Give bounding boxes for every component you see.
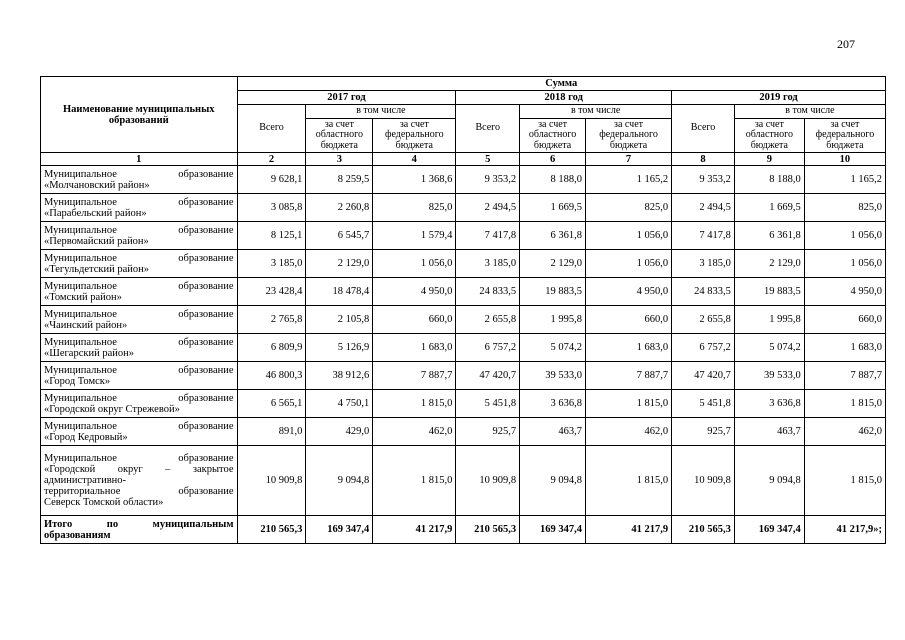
table-row — [41, 446, 886, 516]
amount-cell: 5 126,9 — [306, 334, 373, 362]
name-line: Муниципальное образование — [44, 168, 234, 180]
name-line: Муниципальное образование — [44, 308, 234, 320]
amount-cell: 19 883,5 — [520, 278, 586, 306]
amount-cell: 2 655,8 — [456, 306, 520, 334]
name-line: «Шегарский район» — [44, 347, 134, 359]
table-row — [41, 222, 886, 250]
amount-cell: 169 347,4 — [520, 516, 586, 544]
amount-cell: 10 909,8 — [456, 446, 520, 516]
column-number: 9 — [734, 153, 804, 166]
column-number: 4 — [373, 153, 456, 166]
amount-cell: 41 217,9»; — [804, 516, 885, 544]
name-line: «Парабельский район» — [44, 207, 147, 219]
amount-cell: 7 417,8 — [456, 222, 520, 250]
amount-cell: 1 815,0 — [804, 446, 885, 516]
municipality-name — [41, 390, 238, 418]
municipality-name — [41, 516, 238, 544]
header-total: Всего — [456, 105, 520, 153]
name-line: Итого по муниципальным — [44, 518, 234, 530]
municipality-name — [41, 306, 238, 334]
column-number: 2 — [237, 153, 306, 166]
header-federal-budget: за счет федерального бюджета — [585, 119, 671, 153]
amount-cell: 7 417,8 — [672, 222, 735, 250]
name-line: Муниципальное образование — [44, 420, 234, 432]
municipality-name — [41, 278, 238, 306]
table-row — [41, 306, 886, 334]
column-number: 10 — [804, 153, 885, 166]
amount-cell: 3 185,0 — [237, 250, 306, 278]
amount-cell: 23 428,4 — [237, 278, 306, 306]
amount-cell: 2 105,8 — [306, 306, 373, 334]
amount-cell: 462,0 — [373, 418, 456, 446]
name-line: образованиям — [44, 529, 111, 541]
amount-cell: 8 188,0 — [734, 166, 804, 194]
header-federal-budget: за счет федерального бюджета — [804, 119, 885, 153]
amount-cell: 2 129,0 — [520, 250, 586, 278]
municipality-name — [41, 250, 238, 278]
amount-cell: 3 636,8 — [734, 390, 804, 418]
amount-cell: 6 361,8 — [520, 222, 586, 250]
column-number: 7 — [585, 153, 671, 166]
amount-cell: 210 565,3 — [456, 516, 520, 544]
amount-cell: 9 353,2 — [672, 166, 735, 194]
amount-cell: 3 636,8 — [520, 390, 586, 418]
name-line: «Молчановский район» — [44, 179, 150, 191]
header-sum: Сумма — [237, 77, 885, 91]
budget-table — [40, 76, 886, 544]
amount-cell: 825,0 — [804, 194, 885, 222]
amount-cell: 2 260,8 — [306, 194, 373, 222]
name-line: территориальное образование — [44, 486, 234, 497]
amount-cell: 1 368,6 — [373, 166, 456, 194]
name-line: Муниципальное образование — [44, 252, 234, 264]
name-line: «Город Томск» — [44, 375, 111, 387]
amount-cell: 9 628,1 — [237, 166, 306, 194]
amount-cell: 2 655,8 — [672, 306, 735, 334]
amount-cell: 1 683,0 — [373, 334, 456, 362]
amount-cell: 5 451,8 — [672, 390, 735, 418]
amount-cell: 18 478,4 — [306, 278, 373, 306]
amount-cell: 9 094,8 — [734, 446, 804, 516]
amount-cell: 4 750,1 — [306, 390, 373, 418]
column-number: 5 — [456, 153, 520, 166]
amount-cell: 6 757,2 — [672, 334, 735, 362]
amount-cell: 7 887,7 — [585, 362, 671, 390]
header-regional-budget: за счет областного бюджета — [306, 119, 373, 153]
amount-cell: 1 579,4 — [373, 222, 456, 250]
amount-cell: 1 683,0 — [585, 334, 671, 362]
name-line: «Томский район» — [44, 291, 122, 303]
amount-cell: 3 085,8 — [237, 194, 306, 222]
municipality-name — [41, 334, 238, 362]
amount-cell: 8 259,5 — [306, 166, 373, 194]
amount-cell: 4 950,0 — [585, 278, 671, 306]
amount-cell: 1 669,5 — [520, 194, 586, 222]
amount-cell: 1 815,0 — [585, 446, 671, 516]
amount-cell: 6 545,7 — [306, 222, 373, 250]
amount-cell: 825,0 — [585, 194, 671, 222]
name-line: «Первомайский район» — [44, 235, 149, 247]
amount-cell: 169 347,4 — [306, 516, 373, 544]
name-line: Муниципальное образование — [44, 453, 234, 464]
amount-cell: 1 165,2 — [804, 166, 885, 194]
municipality-name — [41, 194, 238, 222]
municipality-name — [41, 446, 238, 516]
amount-cell: 3 185,0 — [456, 250, 520, 278]
header-name-column: Наименование муниципальных образований — [41, 77, 238, 153]
header-year: 2019 год — [672, 91, 886, 105]
page-number: 207 — [837, 37, 855, 51]
column-number: 8 — [672, 153, 735, 166]
name-line: Муниципальное образование — [44, 224, 234, 236]
table-row — [41, 418, 886, 446]
amount-cell: 24 833,5 — [672, 278, 735, 306]
amount-cell: 2 765,8 — [237, 306, 306, 334]
amount-cell: 1 165,2 — [585, 166, 671, 194]
header-total: Всего — [672, 105, 735, 153]
amount-cell: 1 815,0 — [804, 390, 885, 418]
table-row — [41, 390, 886, 418]
amount-cell: 10 909,8 — [672, 446, 735, 516]
municipality-name — [41, 362, 238, 390]
amount-cell: 1 815,0 — [373, 446, 456, 516]
amount-cell: 7 887,7 — [804, 362, 885, 390]
amount-cell: 1 056,0 — [585, 250, 671, 278]
header-year: 2017 год — [237, 91, 456, 105]
table-row — [41, 362, 886, 390]
name-line: Муниципальное образование — [44, 196, 234, 208]
amount-cell: 1 815,0 — [585, 390, 671, 418]
total-row — [41, 516, 886, 544]
amount-cell: 8 188,0 — [520, 166, 586, 194]
amount-cell: 39 533,0 — [734, 362, 804, 390]
amount-cell: 925,7 — [672, 418, 735, 446]
amount-cell: 9 353,2 — [456, 166, 520, 194]
name-line: «Город Кедровый» — [44, 431, 128, 443]
header-total: Всего — [237, 105, 306, 153]
amount-cell: 463,7 — [734, 418, 804, 446]
amount-cell: 6 809,9 — [237, 334, 306, 362]
amount-cell: 210 565,3 — [672, 516, 735, 544]
amount-cell: 1 669,5 — [734, 194, 804, 222]
amount-cell: 24 833,5 — [456, 278, 520, 306]
amount-cell: 5 074,2 — [734, 334, 804, 362]
amount-cell: 463,7 — [520, 418, 586, 446]
header-year: 2018 год — [456, 91, 672, 105]
amount-cell: 825,0 — [373, 194, 456, 222]
amount-cell: 2 129,0 — [306, 250, 373, 278]
header-including: в том числе — [520, 105, 672, 119]
name-line: «Тегульдетский район» — [44, 263, 150, 275]
amount-cell: 660,0 — [373, 306, 456, 334]
name-line: Муниципальное образование — [44, 280, 234, 292]
amount-cell: 41 217,9 — [585, 516, 671, 544]
column-number: 3 — [306, 153, 373, 166]
amount-cell: 6 757,2 — [456, 334, 520, 362]
amount-cell: 1 683,0 — [804, 334, 885, 362]
amount-cell: 210 565,3 — [237, 516, 306, 544]
amount-cell: 5 074,2 — [520, 334, 586, 362]
name-line: Муниципальное образование — [44, 392, 234, 404]
amount-cell: 925,7 — [456, 418, 520, 446]
amount-cell: 1 056,0 — [373, 250, 456, 278]
header-including: в том числе — [734, 105, 885, 119]
table-row — [41, 166, 886, 194]
municipality-name — [41, 222, 238, 250]
amount-cell: 9 094,8 — [306, 446, 373, 516]
amount-cell: 2 494,5 — [672, 194, 735, 222]
name-line: «Чаинский район» — [44, 319, 128, 331]
municipality-name — [41, 166, 238, 194]
amount-cell: 660,0 — [804, 306, 885, 334]
amount-cell: 1 056,0 — [585, 222, 671, 250]
amount-cell: 19 883,5 — [734, 278, 804, 306]
name-line: «Городской округ – закрытое — [44, 464, 234, 475]
amount-cell: 2 494,5 — [456, 194, 520, 222]
amount-cell: 47 420,7 — [672, 362, 735, 390]
name-line: Северск Томской области» — [44, 497, 164, 508]
amount-cell: 4 950,0 — [804, 278, 885, 306]
amount-cell: 3 185,0 — [672, 250, 735, 278]
amount-cell: 1 995,8 — [734, 306, 804, 334]
column-number: 1 — [41, 153, 238, 166]
amount-cell: 660,0 — [585, 306, 671, 334]
name-line: «Городской округ Стрежевой» — [44, 403, 180, 415]
amount-cell: 1 815,0 — [373, 390, 456, 418]
amount-cell: 46 800,3 — [237, 362, 306, 390]
amount-cell: 5 451,8 — [456, 390, 520, 418]
amount-cell: 429,0 — [306, 418, 373, 446]
name-line: административно- — [44, 475, 127, 486]
amount-cell: 891,0 — [237, 418, 306, 446]
column-number: 6 — [520, 153, 586, 166]
amount-cell: 2 129,0 — [734, 250, 804, 278]
amount-cell: 6 565,1 — [237, 390, 306, 418]
amount-cell: 38 912,6 — [306, 362, 373, 390]
amount-cell: 7 887,7 — [373, 362, 456, 390]
amount-cell: 41 217,9 — [373, 516, 456, 544]
table-row — [41, 250, 886, 278]
amount-cell: 4 950,0 — [373, 278, 456, 306]
amount-cell: 39 533,0 — [520, 362, 586, 390]
amount-cell: 9 094,8 — [520, 446, 586, 516]
amount-cell: 10 909,8 — [237, 446, 306, 516]
amount-cell: 6 361,8 — [734, 222, 804, 250]
header-federal-budget: за счет федерального бюджета — [373, 119, 456, 153]
amount-cell: 1 056,0 — [804, 222, 885, 250]
table-row — [41, 278, 886, 306]
municipality-name — [41, 418, 238, 446]
amount-cell: 462,0 — [804, 418, 885, 446]
amount-cell: 462,0 — [585, 418, 671, 446]
table-row — [41, 334, 886, 362]
amount-cell: 1 995,8 — [520, 306, 586, 334]
amount-cell: 169 347,4 — [734, 516, 804, 544]
table-row — [41, 194, 886, 222]
name-line: Муниципальное образование — [44, 364, 234, 376]
amount-cell: 1 056,0 — [804, 250, 885, 278]
header-regional-budget: за счет областного бюджета — [520, 119, 586, 153]
header-regional-budget: за счет областного бюджета — [734, 119, 804, 153]
name-line: Муниципальное образование — [44, 336, 234, 348]
header-including: в том числе — [306, 105, 456, 119]
amount-cell: 8 125,1 — [237, 222, 306, 250]
amount-cell: 47 420,7 — [456, 362, 520, 390]
